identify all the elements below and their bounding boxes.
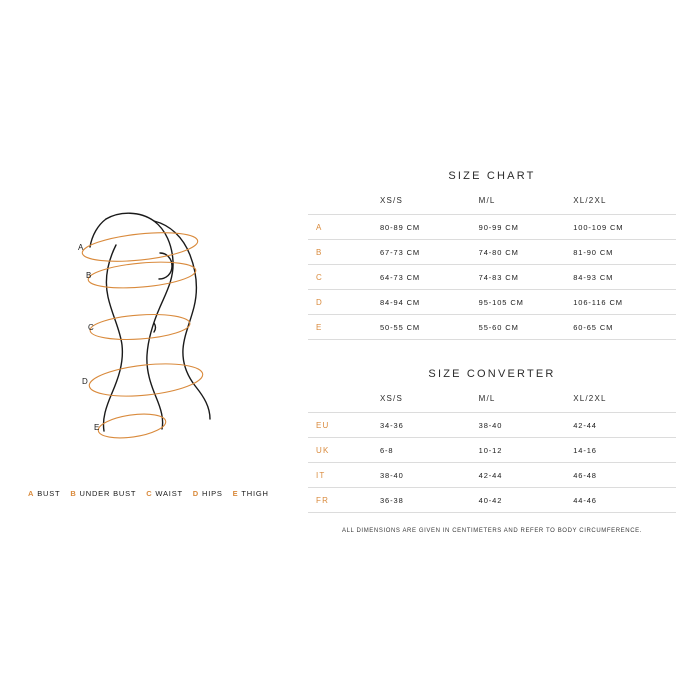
size-chart-e-xss: 50-55 CM bbox=[380, 315, 479, 340]
waist-ellipse bbox=[89, 312, 190, 343]
size-chart-row-key-d: D bbox=[308, 290, 380, 315]
size-converter-table bbox=[308, 394, 676, 513]
legend-letter-d: D bbox=[192, 489, 199, 498]
size-chart-a-ml: 90-99 CM bbox=[479, 215, 574, 240]
size-converter-uk-xss: 6-8 bbox=[380, 438, 479, 463]
size-converter-row-key-uk: UK bbox=[308, 438, 380, 463]
size-chart-d-xl2xl: 106-116 CM bbox=[573, 290, 676, 315]
legend bbox=[28, 489, 298, 498]
marker-letter-a: A bbox=[78, 243, 84, 252]
size-chart-header-row bbox=[308, 196, 676, 215]
size-converter-col-2: M/L bbox=[478, 394, 496, 403]
size-converter-col-0 bbox=[308, 394, 380, 413]
size-chart-row-key-e: E bbox=[308, 315, 380, 340]
size-chart-a-xl2xl: 100-109 CM bbox=[573, 215, 676, 240]
table-row bbox=[308, 215, 676, 240]
table-row bbox=[308, 463, 676, 488]
size-converter-section bbox=[308, 368, 676, 513]
size-converter-eu-xl2xl: 42-44 bbox=[573, 413, 676, 438]
size-converter-fr-ml: 40-42 bbox=[479, 488, 574, 513]
legend-item-thigh bbox=[233, 489, 269, 498]
size-chart-b-xl2xl: 81-90 CM bbox=[573, 240, 676, 265]
size-converter-eu-xss: 34-36 bbox=[380, 413, 479, 438]
size-converter-col-1: XS/S bbox=[379, 394, 403, 403]
size-chart-row-key-b: B bbox=[308, 240, 380, 265]
size-converter-header-row bbox=[308, 394, 676, 413]
size-converter-row-key-fr: FR bbox=[308, 488, 380, 513]
size-chart-d-ml: 95-105 CM bbox=[479, 290, 574, 315]
size-converter-row-key-it: IT bbox=[308, 463, 380, 488]
legend-item-waist bbox=[146, 489, 183, 498]
size-chart-c-xss: 64-73 CM bbox=[380, 265, 479, 290]
table-row bbox=[308, 265, 676, 290]
size-chart-e-xl2xl: 60-65 CM bbox=[573, 315, 676, 340]
size-chart-c-xl2xl: 84-93 CM bbox=[573, 265, 676, 290]
size-chart-b-xss: 67-73 CM bbox=[380, 240, 479, 265]
table-row bbox=[308, 315, 676, 340]
marker-letter-c: C bbox=[88, 323, 95, 332]
legend-letter-e: E bbox=[232, 489, 239, 498]
size-chart-table bbox=[308, 196, 676, 340]
size-chart-d-xss: 84-94 CM bbox=[380, 290, 479, 315]
size-converter-uk-ml: 10-12 bbox=[479, 438, 574, 463]
tables-panel bbox=[308, 170, 676, 513]
legend-letter-c: C bbox=[146, 489, 153, 498]
body-measurement-figure bbox=[20, 175, 310, 465]
legend-item-under-bust bbox=[70, 489, 136, 498]
size-converter-title: SIZE CONVERTER bbox=[428, 368, 556, 380]
figure-illustration bbox=[20, 175, 310, 465]
size-chart-row-key-c: C bbox=[308, 265, 380, 290]
legend-letter-a: A bbox=[28, 489, 35, 498]
size-converter-it-xl2xl: 46-48 bbox=[573, 463, 676, 488]
table-row bbox=[308, 438, 676, 463]
size-converter-fr-xl2xl: 44-46 bbox=[573, 488, 676, 513]
legend-text-waist: WAIST bbox=[155, 489, 183, 498]
size-chart-col-2: M/L bbox=[478, 196, 496, 205]
legend-item-bust bbox=[28, 489, 60, 498]
size-converter-col-3: XL/2XL bbox=[573, 394, 607, 403]
footnote: ALL DIMENSIONS ARE GIVEN IN CENTIMETERS AND REFER TO BODY CIRCUMFERENCE. bbox=[341, 528, 643, 534]
marker-letter-d: D bbox=[82, 377, 89, 386]
size-converter-eu-ml: 38-40 bbox=[479, 413, 574, 438]
size-chart-col-1: XS/S bbox=[379, 196, 403, 205]
size-chart-title: SIZE CHART bbox=[448, 170, 536, 182]
size-chart-b-ml: 74-80 CM bbox=[479, 240, 574, 265]
legend-text-thigh: THIGH bbox=[241, 489, 269, 498]
size-converter-it-ml: 42-44 bbox=[479, 463, 574, 488]
marker-letter-e: E bbox=[94, 423, 100, 432]
size-chart-col-3: XL/2XL bbox=[573, 196, 607, 205]
table-row bbox=[308, 488, 676, 513]
legend-text-under-bust: UNDER BUST bbox=[79, 489, 137, 498]
size-chart-a-xss: 80-89 CM bbox=[380, 215, 479, 240]
table-row bbox=[308, 290, 676, 315]
size-chart-col-0 bbox=[308, 196, 380, 215]
legend-item-hips bbox=[193, 489, 223, 498]
legend-letter-b: B bbox=[70, 489, 77, 498]
hips-ellipse bbox=[88, 359, 205, 401]
marker-letter-b: B bbox=[86, 271, 92, 280]
size-chart-row-key-a: A bbox=[308, 215, 380, 240]
size-converter-uk-xl2xl: 14-16 bbox=[573, 438, 676, 463]
legend-text-hips: HIPS bbox=[202, 489, 223, 498]
under-bust-ellipse bbox=[87, 258, 197, 291]
legend-text-bust: BUST bbox=[37, 489, 61, 498]
table-row bbox=[308, 240, 676, 265]
size-converter-row-key-eu: EU bbox=[308, 413, 380, 438]
size-converter-it-xss: 38-40 bbox=[380, 463, 479, 488]
thigh-ellipse bbox=[97, 410, 167, 441]
bust-ellipse bbox=[81, 228, 199, 266]
size-converter-fr-xss: 36-38 bbox=[380, 488, 479, 513]
table-row bbox=[308, 413, 676, 438]
size-chart-c-ml: 74-83 CM bbox=[479, 265, 574, 290]
size-chart-e-ml: 55-60 CM bbox=[479, 315, 574, 340]
